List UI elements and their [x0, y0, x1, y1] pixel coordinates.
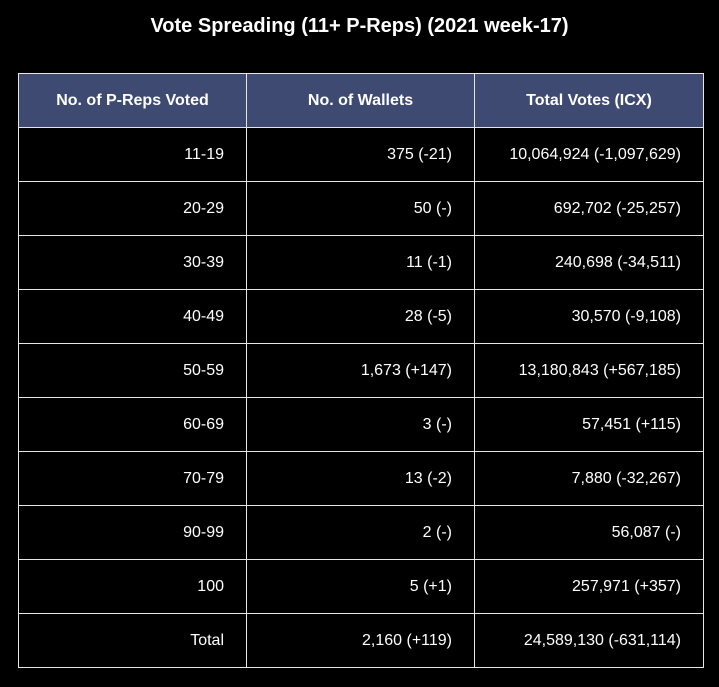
cell-preps-voted: 11-19 [19, 128, 247, 182]
cell-wallets: 5 (+1) [247, 560, 475, 614]
cell-total-votes: 13,180,843 (+567,185) [475, 344, 704, 398]
column-header-wallets: No. of Wallets [247, 74, 475, 128]
cell-total-votes: 10,064,924 (-1,097,629) [475, 128, 704, 182]
cell-wallets: 375 (-21) [247, 128, 475, 182]
cell-preps-voted: 70-79 [19, 452, 247, 506]
cell-wallets: 28 (-5) [247, 290, 475, 344]
table-row [19, 290, 704, 344]
cell-wallets: 50 (-) [247, 182, 475, 236]
table-row [19, 182, 704, 236]
table-row [19, 452, 704, 506]
column-header-preps-voted: No. of P-Reps Voted [19, 74, 247, 128]
table-row [19, 344, 704, 398]
cell-wallets: 1,673 (+147) [247, 344, 475, 398]
cell-preps-voted: 20-29 [19, 182, 247, 236]
column-header-total-votes: Total Votes (ICX) [475, 74, 704, 128]
chart-title: Vote Spreading (11+ P-Reps) (2021 week-17) [150, 15, 569, 37]
header-row [19, 74, 704, 128]
cell-total-votes: 7,880 (-32,267) [475, 452, 704, 506]
total-row [19, 614, 704, 668]
cell-total-votes: 56,087 (-) [475, 506, 704, 560]
cell-total-votes: 30,570 (-9,108) [475, 290, 704, 344]
cell-preps-voted: 30-39 [19, 236, 247, 290]
cell-total-votes: 692,702 (-25,257) [475, 182, 704, 236]
cell-total-votes: 257,971 (+357) [475, 560, 704, 614]
cell-preps-voted: 50-59 [19, 344, 247, 398]
cell-preps-voted: 40-49 [19, 290, 247, 344]
cell-wallets: 2,160 (+119) [247, 614, 475, 668]
cell-total-votes: 57,451 (+115) [475, 398, 704, 452]
cell-wallets: 3 (-) [247, 398, 475, 452]
table-row [19, 128, 704, 182]
cell-preps-voted: 90-99 [19, 506, 247, 560]
table-row [19, 236, 704, 290]
cell-total-votes: 24,589,130 (-631,114) [475, 614, 704, 668]
vote-spreading-table [18, 73, 704, 668]
cell-preps-voted: Total [19, 614, 247, 668]
cell-preps-voted: 60-69 [19, 398, 247, 452]
cell-wallets: 2 (-) [247, 506, 475, 560]
cell-wallets: 11 (-1) [247, 236, 475, 290]
cell-preps-voted: 100 [19, 560, 247, 614]
table-row [19, 398, 704, 452]
table-row [19, 506, 704, 560]
cell-wallets: 13 (-2) [247, 452, 475, 506]
table-row [19, 560, 704, 614]
cell-total-votes: 240,698 (-34,511) [475, 236, 704, 290]
